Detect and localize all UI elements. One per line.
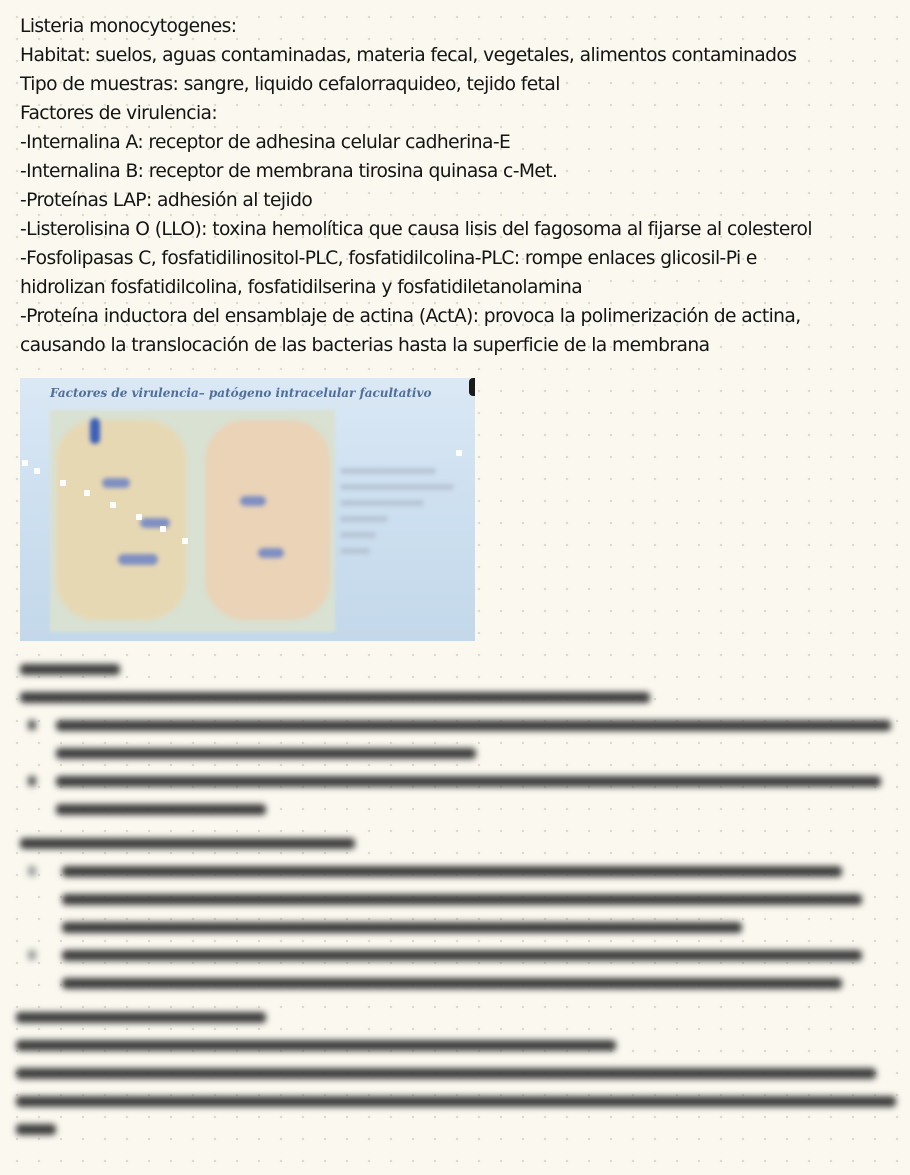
slide-light-dot [160,526,166,532]
note-line-acta-cont: causando la translocación de las bacterias hasta la superficie de la membrana [20,334,710,356]
note-line-phospholipases-cont: hidrolizan fosfatidilcolina, fosfatidilserina y fosfatidiletanolamina [20,276,583,298]
note-line-title: Listeria monocytogenes: [20,15,237,37]
slide-light-dot [60,480,66,486]
slide-light-dot [456,450,462,456]
note-line-acta: -Proteína inductora del ensamblaje de actina (ActA): provoca la polimerización de actina, [20,305,801,327]
note-line-internalin-a: -Internalina A: receptor de adhesina celular cadherina-E [20,131,511,153]
slide-side-text [340,458,460,608]
slide-light-dot [110,502,116,508]
slide-bacterium [118,554,158,565]
slide-bacterium [102,478,130,488]
note-line-phospholipases: -Fosfolipasas C, fosfatidilinositol-PLC, fosfatidilcolina-PLC: rompe enlaces glicosil-Pi e [20,247,757,269]
slide-photo-title: Factores de virulencia– patógeno intracelular facultativo [50,386,432,400]
slide-light-dot [34,468,40,474]
slide-light-dot [22,460,28,466]
notes-text [20,12,900,360]
note-line-samples: Tipo de muestras: sangre, liquido cefalorraquideo, tejido fetal [20,73,560,95]
slide-light-dot [84,490,90,496]
slide-light-dot [182,538,188,544]
slide-corner-mark [469,378,475,396]
note-line-habitat: Habitat: suelos, aguas contaminadas, materia fecal, vegetales, alimentos contaminados [20,44,797,66]
note-line-virulence-heading: Factores de virulencia: [20,102,218,124]
slide-photo [20,378,475,641]
slide-light-dot [136,514,142,520]
slide-bacterium [90,418,100,444]
note-line-lap: -Proteínas LAP: adhesión al tejido [20,189,313,211]
note-line-llo: -Listerolisina O (LLO): toxina hemolítica que causa lisis del fagosoma al fijarse al colesterol [20,218,812,240]
slide-bacterium [240,496,266,506]
note-line-internalin-b: -Internalina B: receptor de membrana tirosina quinasa c-Met. [20,160,558,182]
slide-bacterium [258,548,284,558]
slide-cell-right [205,420,330,620]
blurred-section [14,655,904,1143]
